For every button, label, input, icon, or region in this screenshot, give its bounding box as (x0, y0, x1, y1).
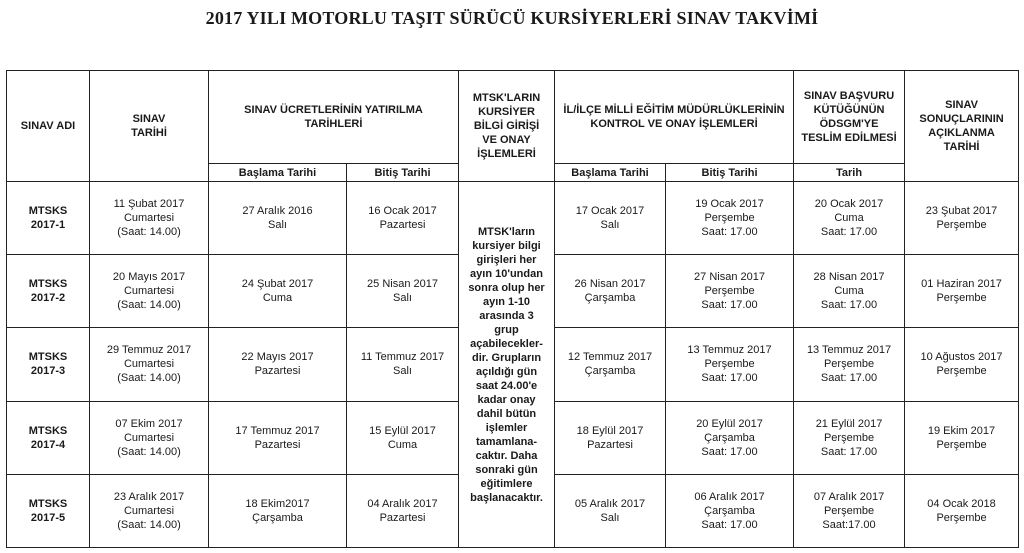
results-cell: 23 Şubat 2017 Perşembe (905, 182, 1019, 255)
odsgm-cell: 21 Eylül 2017 Perşembe Saat: 17.00 (794, 401, 905, 474)
subheader-dir-start: Başlama Tarihi (555, 164, 666, 182)
exam-name-cell: MTSKS 2017-3 (7, 328, 90, 401)
header-exam-name: SINAV ADI (7, 71, 90, 182)
table-row (7, 182, 1019, 255)
dir-end-cell: 27 Nisan 2017 Perşembe Saat: 17.00 (666, 255, 794, 328)
header-mtsk-entry: MTSK'LARIN KURSİYER BİLGİ GİRİŞİ VE ONAY İŞLEMLERİ (459, 71, 555, 182)
fee-end-cell: 11 Temmuz 2017 Salı (347, 328, 459, 401)
fee-end-cell: 16 Ocak 2017 Pazartesi (347, 182, 459, 255)
header-directorate: İL/İLÇE MİLLİ EĞİTİM MÜDÜRLÜKLERİNİN KONTROL VE ONAY İŞLEMLERİ (555, 71, 794, 164)
subheader-dir-end: Bitiş Tarihi (666, 164, 794, 182)
dir-end-cell: 20 Eylül 2017 Çarşamba Saat: 17.00 (666, 401, 794, 474)
fee-start-cell: 18 Ekim2017 Çarşamba (209, 474, 347, 547)
subheader-odsgm-date: Tarih (794, 164, 905, 182)
subheader-fee-end: Bitiş Tarihi (347, 164, 459, 182)
mtsk-note-cell: MTSK'ların kursiyer bilgi girişleri her ayın 10'undan sonra olup her ayın 1-10 arasında 3 grup açabilecekler- dir. Grupların açıldığı gün saat 24.00'e kadar onay dahil bütün işlemler tamamlana- caktır. Daha sonraki gün eğitimlere başlanacaktır. (459, 182, 555, 548)
odsgm-cell: 13 Temmuz 2017 Perşembe Saat: 17.00 (794, 328, 905, 401)
exam-name-cell: MTSKS 2017-2 (7, 255, 90, 328)
header-fee-dates: SINAV ÜCRETLERİNİN YATIRILMA TARİHLERİ (209, 71, 459, 164)
fee-start-cell: 27 Aralık 2016 Salı (209, 182, 347, 255)
fee-start-cell: 22 Mayıs 2017 Pazartesi (209, 328, 347, 401)
dir-start-cell: 18 Eylül 2017 Pazartesi (555, 401, 666, 474)
odsgm-cell: 07 Aralık 2017 Perşembe Saat:17.00 (794, 474, 905, 547)
exam-date-cell: 29 Temmuz 2017 Cumartesi (Saat: 14.00) (90, 328, 209, 401)
exam-date-cell: 07 Ekim 2017 Cumartesi (Saat: 14.00) (90, 401, 209, 474)
header-odsgm: SINAV BAŞVURU KÜTÜĞÜNÜN ÖDSGM'YE TESLİM EDİLMESİ (794, 71, 905, 164)
results-cell: 04 Ocak 2018 Perşembe (905, 474, 1019, 547)
exam-date-cell: 11 Şubat 2017 Cumartesi (Saat: 14.00) (90, 182, 209, 255)
fee-end-cell: 25 Nisan 2017 Salı (347, 255, 459, 328)
results-cell: 19 Ekim 2017 Perşembe (905, 401, 1019, 474)
dir-end-cell: 06 Aralık 2017 Çarşamba Saat: 17.00 (666, 474, 794, 547)
exam-date-cell: 20 Mayıs 2017 Cumartesi (Saat: 14.00) (90, 255, 209, 328)
results-cell: 01 Haziran 2017 Perşembe (905, 255, 1019, 328)
exam-date-cell: 23 Aralık 2017 Cumartesi (Saat: 14.00) (90, 474, 209, 547)
header-exam-date: SINAV TARİHİ (90, 71, 209, 182)
fee-end-cell: 04 Aralık 2017 Pazartesi (347, 474, 459, 547)
fee-end-cell: 15 Eylül 2017 Cuma (347, 401, 459, 474)
fee-start-cell: 24 Şubat 2017 Cuma (209, 255, 347, 328)
header-results: SINAV SONUÇLARININ AÇIKLANMA TARİHİ (905, 71, 1019, 182)
subheader-fee-start: Başlama Tarihi (209, 164, 347, 182)
dir-start-cell: 12 Temmuz 2017 Çarşamba (555, 328, 666, 401)
exam-name-cell: MTSKS 2017-1 (7, 182, 90, 255)
odsgm-cell: 20 Ocak 2017 Cuma Saat: 17.00 (794, 182, 905, 255)
exam-name-cell: MTSKS 2017-5 (7, 474, 90, 547)
page-title: 2017 YILI MOTORLU TAŞIT SÜRÜCÜ KURSİYERLERİ SINAV TAKVİMİ (205, 8, 819, 28)
odsgm-cell: 28 Nisan 2017 Cuma Saat: 17.00 (794, 255, 905, 328)
exam-name-cell: MTSKS 2017-4 (7, 401, 90, 474)
dir-end-cell: 19 Ocak 2017 Perşembe Saat: 17.00 (666, 182, 794, 255)
exam-schedule-table (6, 70, 1019, 548)
dir-start-cell: 05 Aralık 2017 Salı (555, 474, 666, 547)
fee-start-cell: 17 Temmuz 2017 Pazartesi (209, 401, 347, 474)
results-cell: 10 Ağustos 2017 Perşembe (905, 328, 1019, 401)
dir-end-cell: 13 Temmuz 2017 Perşembe Saat: 17.00 (666, 328, 794, 401)
dir-start-cell: 26 Nisan 2017 Çarşamba (555, 255, 666, 328)
dir-start-cell: 17 Ocak 2017 Salı (555, 182, 666, 255)
